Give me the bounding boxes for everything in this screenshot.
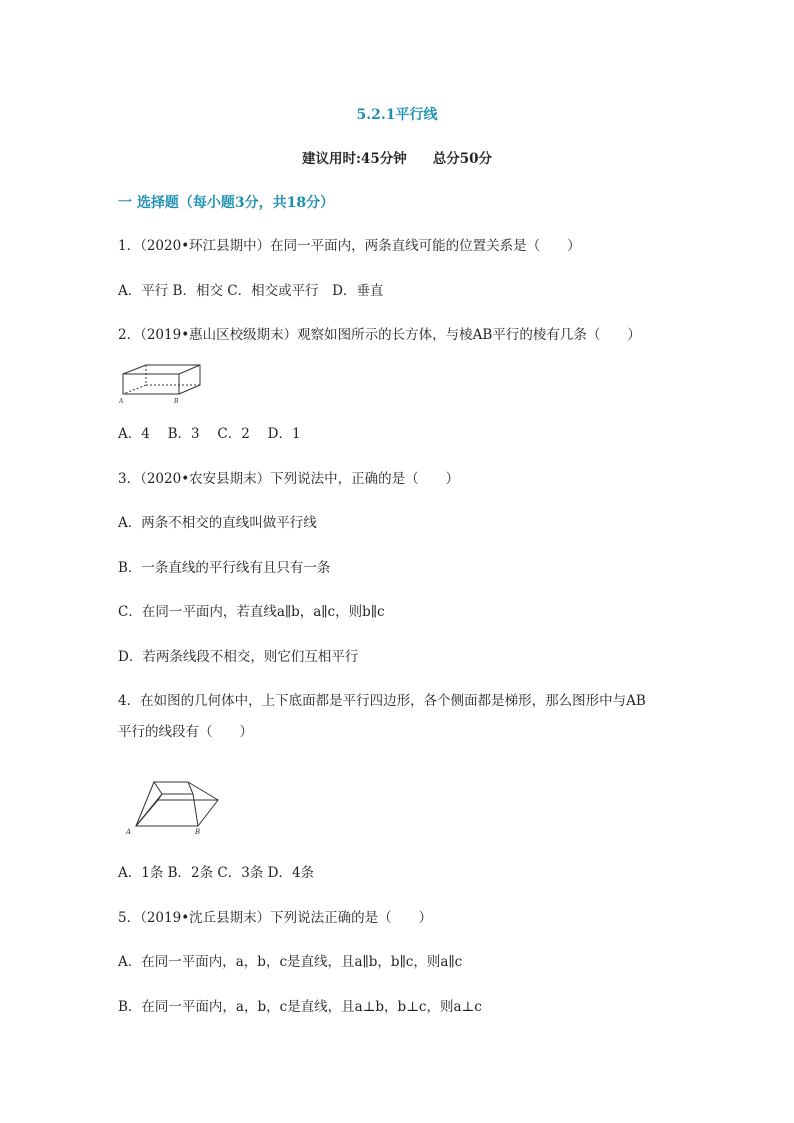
vertex-label-b: B: [174, 398, 179, 405]
frustum-bottom-face: [136, 800, 218, 826]
vertex-label-a: A: [126, 828, 132, 836]
exam-info: [0, 147, 794, 167]
frustum-edge-inner: [158, 794, 162, 800]
question-4-figure: [118, 768, 228, 844]
section-heading: 一 选择题（每小题3分，共18分）: [118, 195, 335, 211]
question-3-option-a: A．两条不相交的直线叫做平行线: [118, 515, 317, 531]
question-4-stem-line-2: 平行的线段有（ ）: [118, 724, 253, 740]
question-3-option-c: C．在同一平面内，若直线a∥b，a∥c，则b∥c: [118, 604, 385, 620]
question-5-stem: 5．（2019•沈丘县期末）下列说法正确的是（ ）: [118, 910, 433, 926]
frustum-edge-right-front: [193, 794, 198, 826]
frustum-edge-right-back: [188, 782, 218, 800]
frustum-edge-left-front: [136, 782, 154, 826]
vertex-label-a: A: [119, 398, 124, 405]
question-5-option-b: B．在同一平面内，a，b，c是直线，且a⊥b，b⊥c，则a⊥c: [118, 999, 482, 1015]
question-2-stem: 2．（2019•惠山区校级期末）观察如图所示的长方体，与棱AB平行的棱有几条（ ）: [118, 327, 641, 343]
cuboid-top-edge: [179, 365, 200, 374]
question-4-options: A．1条 B．2条 C．3条 D．4条: [118, 865, 315, 881]
question-1-stem: 1．（2020•环江县期中）在同一平面内，两条直线可能的位置关系是（ ）: [118, 238, 581, 254]
frustum-edge-diag-a: [136, 794, 162, 826]
question-1-options: A．平行 B．相交 C．相交或平行 D．垂直: [118, 283, 384, 299]
frustum-diagram: [118, 768, 228, 840]
question-3-option-b: B．一条直线的平行线有且只有一条: [118, 560, 331, 576]
total-score: 总分50分: [432, 151, 493, 167]
question-5-option-a: A．在同一平面内，a，b，c是直线，且a∥b，b∥c，则a∥c: [118, 954, 463, 970]
suggested-time: 建议用时:45分钟: [301, 151, 407, 167]
question-3-stem: 3．（2020•农安县期末）下列说法中，正确的是（ ）: [118, 471, 460, 487]
frustum-top-face: [154, 782, 193, 794]
question-2-options: A．4 B．3 C．2 D．1: [118, 426, 301, 442]
page-title: 5.2.1平行线: [356, 107, 438, 123]
question-4-stem-line-1: 4．在如图的几何体中，上下底面都是平行四边形，各个侧面都是梯形，那么图形中与AB: [118, 693, 646, 709]
question-2-figure: [118, 360, 208, 410]
cuboid-diagram: [118, 360, 208, 406]
vertex-label-b: B: [195, 828, 201, 836]
cuboid-front-face: [123, 374, 179, 394]
question-3-option-d: D．若两条线段不相交，则它们互相平行: [118, 649, 359, 665]
